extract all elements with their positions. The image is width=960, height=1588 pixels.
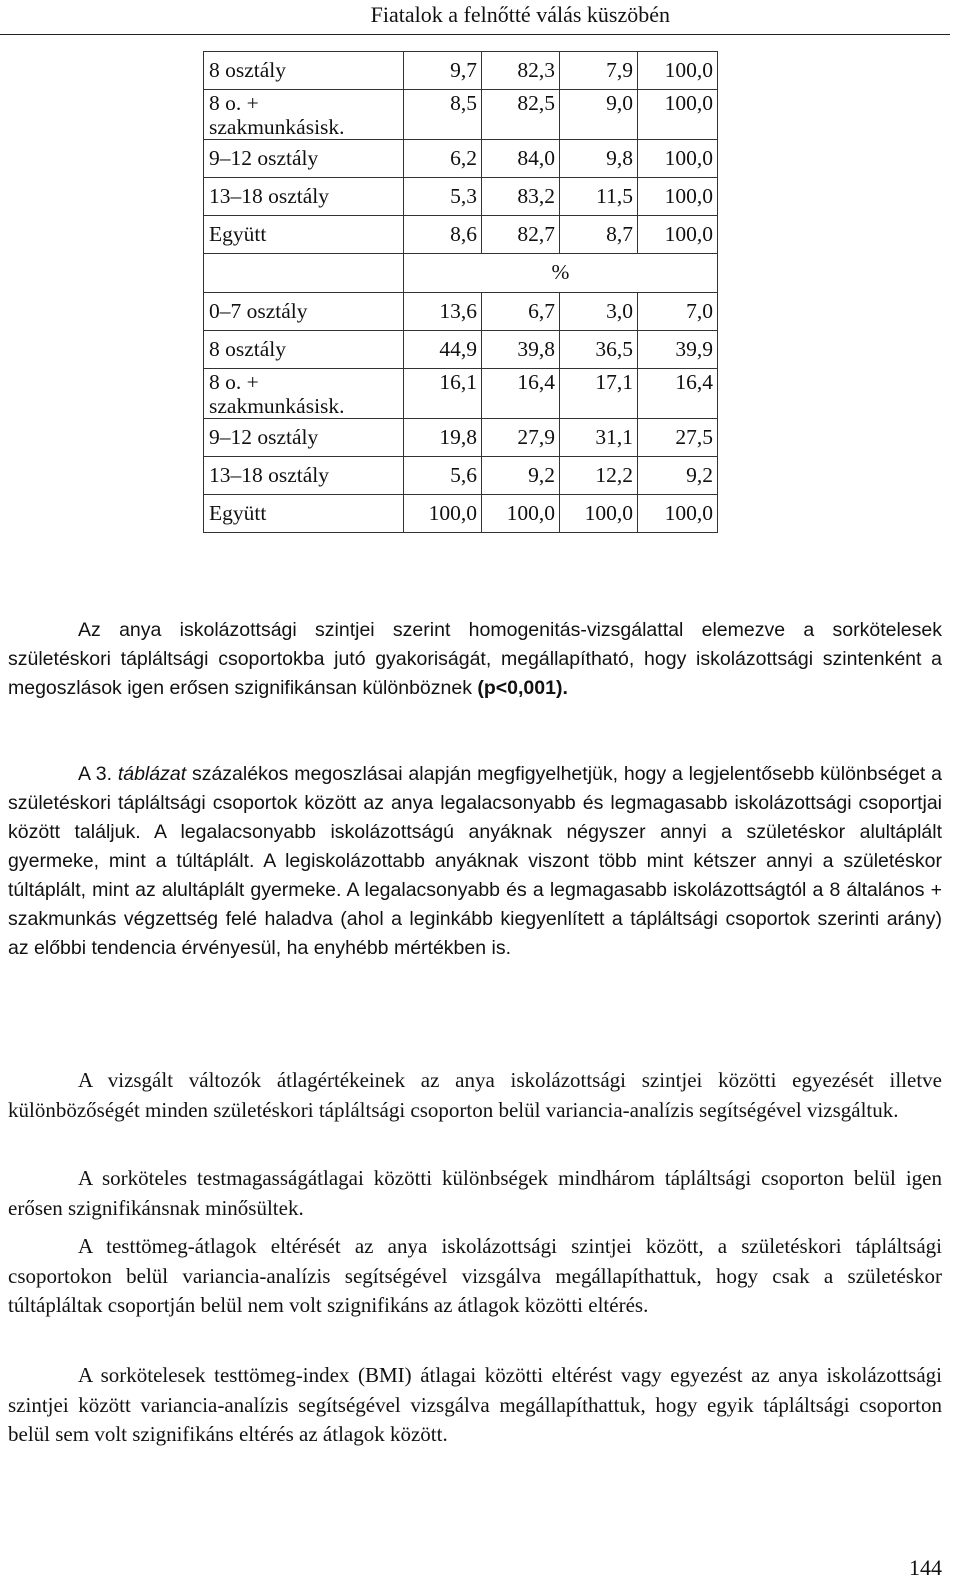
table-cell: 100,0 [404, 495, 482, 533]
row-label: 13–18 osztály [204, 457, 404, 495]
paragraph-height: A sorköteles testmagasságátlagai közötti különbségek mindhárom tápláltsági csoporton belül igen erősen szignifikánsnak minősültek. [8, 1166, 942, 1220]
table-cell: 83,2 [482, 178, 560, 216]
table-cell: 100,0 [560, 495, 638, 533]
row-label: 8 osztály [204, 331, 404, 369]
table-row [204, 495, 718, 533]
table-cell: 27,9 [482, 419, 560, 457]
table-cell: 100,0 [638, 178, 718, 216]
table-row [204, 457, 718, 495]
table-row [204, 419, 718, 457]
paragraph-text: százalékos megoszlásai alapján megfigyelhetjük, hogy a legjelentősebb különbséget a születéskori tápláltsági csoportok között az anya legalacsonyabb és legmagasabb iskolázottsági csoportjai között találjuk. A legalacsonyabb iskolázottságú anyáknak négyszer annyi a születéskor alultáplált gyermeke, mint a túltáplált. A legiskolázottabb anyáknak viszont több mint kétszer annyi a születéskor túltáplált, mint az alultáplált gyermeke. A legalacsonyabb és a legmagasabb iskolázottságtól a 8 általános + szakmunkás végzettség felé haladva (ahol a leginkább kiegyenlített a tápláltsági csoportok szerinti arány) az előbbi tendencia érvényesül, ha enyhébb mértékben is. [8, 763, 943, 959]
table-cell: 16,4 [482, 369, 560, 419]
table-cell: 13,6 [404, 293, 482, 331]
table-cell: 39,9 [638, 331, 718, 369]
table-row [204, 140, 718, 178]
table-cell: 5,3 [404, 178, 482, 216]
table-cell: 5,6 [404, 457, 482, 495]
table-row [204, 52, 718, 90]
table-cell: 7,9 [560, 52, 638, 90]
table-cell: 36,5 [560, 331, 638, 369]
running-header [0, 0, 950, 35]
table-cell: 100,0 [638, 52, 718, 90]
table-cell: 9,2 [638, 457, 718, 495]
row-label: 13–18 osztály [204, 178, 404, 216]
row-label: 8 osztály [204, 52, 404, 90]
table-row [204, 293, 718, 331]
paragraph-weight: A testtömeg-átlagok eltérését az anya iskolázottsági szintjei között, a születéskori tápláltsági csoportokon belül variancia-analízis segítségével vizsgálva megállapíthattuk, hogy csak a születéskor túltápláltak csoportján belül nem volt szignifikáns az átlagok közötti eltérés. [8, 1234, 942, 1317]
table-cell: 82,5 [482, 90, 560, 140]
paragraph-text: Az anya iskolázottsági szintjei szerint homogenitás-vizsgálattal elemezve a sorkötelesek születéskori tápláltsági csoportokba jutó gyakoriságát, megállapítható, hogy iskolázottsági szintenként a megoszlások igen erősen szignifikánsan különböznek [8, 619, 942, 699]
row-label: 9–12 osztály [204, 419, 404, 457]
empty-cell [204, 254, 404, 293]
table-cell: 3,0 [560, 293, 638, 331]
running-title: Fiatalok a felnőtté válás küszöbén [370, 2, 670, 27]
table-cell: 16,1 [404, 369, 482, 419]
table-cell: 100,0 [638, 140, 718, 178]
row-label: Együtt [204, 495, 404, 533]
table-cell: 8,6 [404, 216, 482, 254]
table-cell: 6,7 [482, 293, 560, 331]
table-cell: 44,9 [404, 331, 482, 369]
page-number: 144 [909, 1555, 942, 1580]
table-cell: 12,2 [560, 457, 638, 495]
row-label: Együtt [204, 216, 404, 254]
table-cell: 19,8 [404, 419, 482, 457]
table-cell: 100,0 [638, 495, 718, 533]
paragraph-text: A 3. [78, 763, 118, 785]
table-cell: 100,0 [638, 90, 718, 140]
table-cell: 8,7 [560, 216, 638, 254]
paragraph-table-analysis [8, 760, 942, 963]
paragraph-homogeneity [8, 616, 942, 703]
table-cell: 11,5 [560, 178, 638, 216]
table-row [204, 178, 718, 216]
table-cell: 27,5 [638, 419, 718, 457]
significance-value: (p<0,001). [477, 677, 568, 699]
table-cell: 100,0 [482, 495, 560, 533]
row-label: 9–12 osztály [204, 140, 404, 178]
table-row-percent-header [204, 254, 718, 293]
table-cell: 9,0 [560, 90, 638, 140]
table-cell: 8,5 [404, 90, 482, 140]
table-cell: 9,7 [404, 52, 482, 90]
table-cell: 7,0 [638, 293, 718, 331]
table-cell: 9,8 [560, 140, 638, 178]
table-row [204, 90, 718, 140]
table-reference: táblázat [117, 763, 187, 785]
table-cell: 9,2 [482, 457, 560, 495]
table-cell: 82,3 [482, 52, 560, 90]
row-label: 8 o. + szakmunkásisk. [204, 369, 404, 419]
table-cell: 17,1 [560, 369, 638, 419]
table-cell: 84,0 [482, 140, 560, 178]
table-cell: 16,4 [638, 369, 718, 419]
row-label: 0–7 osztály [204, 293, 404, 331]
table-row [204, 331, 718, 369]
table-cell: 39,8 [482, 331, 560, 369]
table-cell: 31,1 [560, 419, 638, 457]
table-cell: 100,0 [638, 216, 718, 254]
data-table [203, 51, 718, 533]
percent-header: % [404, 254, 718, 293]
row-label: 8 o. + szakmunkásisk. [204, 90, 404, 140]
table-cell: 82,7 [482, 216, 560, 254]
table-row [204, 369, 718, 419]
table-cell: 6,2 [404, 140, 482, 178]
table-row [204, 216, 718, 254]
paragraph-bmi: A sorkötelesek testtömeg-index (BMI) átlagai közötti eltérést vagy egyezést az anya iskolázottsági szintjei között variancia-analízis segítségével vizsgálva megállapíthattuk, hogy egyik tápláltsági csoporton belül sem volt szignifikáns eltérés az átlagok között. [8, 1363, 942, 1446]
paragraph-variance: A vizsgált változók átlagértékeinek az anya iskolázottsági szintjei közötti egyezését illetve különbözőségét minden születéskori tápláltsági csoporton belül variancia-analízis segítségével vizsgáltuk. [8, 1068, 942, 1122]
